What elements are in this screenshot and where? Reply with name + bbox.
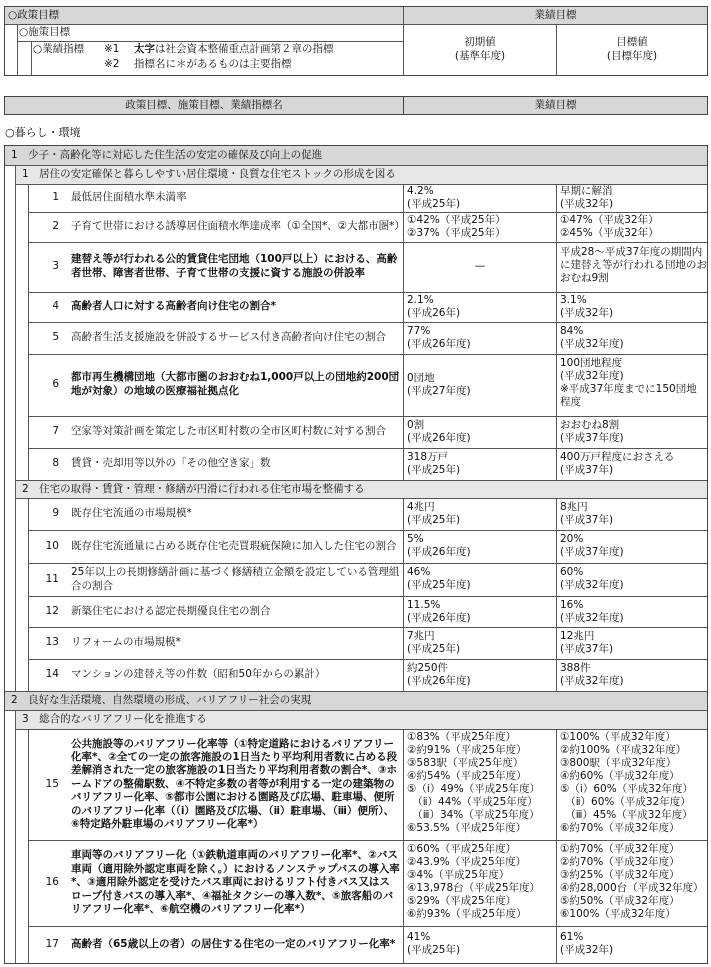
target-value: 16% (平成32年度): [560, 599, 624, 624]
measure-row: 3 総合的なバリアフリー化を推進する: [16, 711, 707, 729]
row-number: 10: [45, 539, 59, 552]
target-value: 60% (平成32年度): [560, 566, 624, 591]
legend-note2-mark: ※2: [104, 58, 120, 70]
indicator-name: 公共施設等のバリアフリー化率等（①特定道路におけるバリアフリー化率*、②全ての一定の旅客施設の1日当たり平均利用者数に占める段差解消された一定の旅客施設の1日当たり平均利用者数の割合*、③ホームドアの整備駅数、④不特定多数の者等が利用する一定の建築物のバリアフリー化率、⑤都市公園における園路及び広場、駐車場、便所のバリアフリー化率（（ⅰ）園路及び広場、（ⅱ）駐車場、（ⅲ）便所）、⑥特定路外駐車場のバリアフリー化率*）: [71, 737, 398, 831]
legend-initial-header: 初期値 (基準年度): [454, 36, 506, 62]
initial-value: 4兆円 (平成25年): [407, 501, 461, 526]
initial-value: ①83%（平成25年度） ②約91%（平成25年度） ③583駅（平成25年度） ④約54%（平成25年度） ⑤（ⅰ）49%（平成25年度） （ⅱ）44%（平成25年度） （ⅲ）34%（平成25年度） ⑥53.5%（平成25年度）: [407, 731, 541, 834]
legend-note1-mark: ※1: [104, 43, 120, 55]
row-number: 3: [52, 260, 59, 273]
initial-value: 0団地 (平成27年度): [407, 372, 471, 397]
target-value: 早期に解消 (平成32年): [560, 185, 614, 210]
legend-perf-header: 業績目標: [534, 8, 577, 21]
measure-row: 2 住宅の取得・賃貸・管理・修繕が円滑に行われる住宅市場を整備する: [16, 481, 707, 498]
indicator-name: 既存住宅流通の市場規模*: [71, 507, 192, 520]
row-number: 11: [45, 572, 59, 585]
row-number: 14: [45, 668, 59, 681]
indent-divider: [15, 710, 16, 964]
legend-note1-bold: 太字: [134, 43, 155, 55]
target-value: ①47%（平成32年） ②45%（平成32年）: [560, 214, 659, 239]
initial-value: 0割 (平成26年度): [407, 419, 471, 444]
legend-policy-label: ○政策目標: [8, 8, 60, 21]
initial-value: 7兆円 (平成25年): [407, 630, 461, 655]
legend-indicator-label: ○業績指標: [33, 43, 85, 55]
indicator-name: 高齢者人口に対する高齢者向け住宅の割合*: [71, 300, 276, 313]
row-number: 5: [52, 331, 59, 344]
indicator-name: マンションの建替え等の件数（昭和50年からの累計）: [71, 668, 326, 681]
legend-note1-rest: は社会資本整備重点計画第２章の指標: [155, 43, 334, 55]
col-divider-target: [556, 184, 557, 481]
initial-value: 約250件 (平成26年度): [407, 662, 471, 687]
row-number: 13: [45, 636, 59, 649]
indicator-name: リフォームの市場規模*: [71, 636, 181, 649]
indicator-name: 25年以上の長期修繕計画に基づく修繕積立金額を設定している管理組合の割合: [71, 565, 400, 592]
indent-divider: [15, 165, 16, 481]
indicator-name: 既存住宅流通量に占める既存住宅売買瑕疵保険に加入した住宅の割合: [71, 539, 397, 552]
indent-divider: [28, 498, 29, 691]
policy-row: 1 少子・高齢化等に対応した住生活の安定の確保及び向上の促進: [5, 146, 707, 165]
indicator-name: 車両等のバリアフリー化（①鉄軌道車両のバリアフリー化率*、②バス車両（適用除外認定車両を除く。）におけるノンステップバスの導入率*、③適用除外認定を受けたバス車両におけるリフト付きバス又はスロープ付きバスの導入率*、④福祉タクシーの導入数*、⑤旅客船のバリアフリー化率*、⑥航空機のバリアフリー化率*）: [71, 849, 400, 916]
policy-row: 2 良好な生活環境、自然環境の形成、バリアフリー社会の実現: [5, 692, 707, 710]
col-divider-initial: [403, 729, 404, 964]
row-number: 4: [52, 300, 59, 313]
legend-divider: [17, 24, 18, 76]
indicator-name: 子育て世帯における誘導居住面積水準達成率（①全国*、②大都市圏*）: [71, 220, 405, 233]
target-value: ①約70%（平成32年度） ②約70%（平成32年度） ③約25%（平成32年度） ④約28,000台（平成32年度） ⑤約50%（平成32年度） ⑥100%（平成32年度）: [560, 843, 704, 920]
indicator-name: 新築住宅における認定長期優良住宅の割合: [71, 604, 271, 617]
legend-divider: [17, 41, 403, 42]
initial-value: ①42%（平成25年） ②37%（平成25年）: [407, 214, 506, 239]
indicator-name: 建替え等が行われる公的賃貸住宅団地（100戸以上）における、高齢者世帯、障害者世帯、子育て世帯の支援に資する施設の併設率: [71, 253, 398, 279]
indent-divider: [15, 481, 16, 691]
row-number: 15: [45, 777, 59, 790]
target-value: ①100%（平成32年度） ②約100%（平成32年度） ③800駅（平成32年度） ④約60%（平成32年度） ⑤（ⅰ）60%（平成32年度） （ⅱ）60%（平成32年度） （ⅲ）45%（平成32年度） ⑥約70%（平成32年度）: [560, 731, 694, 834]
row-number: 1: [52, 191, 59, 204]
row-number: 6: [52, 378, 59, 391]
target-value: 100団地程度 (平成32年度) ※平成37年度までに150団地程度: [560, 357, 697, 408]
col-divider-initial: [403, 184, 404, 481]
legend-measure-label: ○施策目標: [19, 26, 71, 39]
target-value: 12兆円 (平成37年): [560, 630, 614, 655]
indicator-name: 空家等対策計画を策定した市区町村数の全市区町村数に対する割合: [71, 425, 386, 438]
initial-value: 5% (平成26年度): [407, 533, 471, 558]
indicator-name: 都市再生機構団地（大都市圏のおおむね1,000戸以上の団地約200団地が対象）の地域の医療福祉拠点化: [71, 371, 400, 397]
col-divider-target: [556, 729, 557, 964]
target-value: 20% (平成37年度): [560, 533, 624, 558]
indicator-name: 最低居住面積水準未満率: [71, 191, 187, 204]
section-title: ○暮らし・環境: [5, 126, 81, 139]
legend-target-header: 目標値 (目標年度): [606, 36, 658, 62]
legend-note1: [134, 43, 334, 57]
indent-divider: [28, 184, 29, 481]
target-value: 400万戸程度におさえる (平成37年): [560, 451, 675, 476]
target-value: 388件 (平成32年度): [560, 662, 624, 687]
initial-value: 11.5% (平成26年度): [407, 599, 471, 624]
initial-value: 4.2% (平成25年): [407, 185, 461, 210]
indicator-name: 高齢者生活支援施設を併設するサービス付き高齢者向け住宅の割合: [71, 331, 386, 344]
col-divider-target: [556, 498, 557, 691]
row-number: 12: [45, 604, 59, 617]
legend-divider: [31, 41, 32, 76]
initial-value: 77% (平成26年度): [407, 325, 471, 350]
initial-value-dash: —: [474, 260, 486, 273]
row-number: 9: [52, 507, 59, 520]
target-value: 61% (平成32年): [560, 931, 614, 956]
row-number: 16: [45, 876, 59, 889]
row-number: 7: [52, 425, 59, 438]
target-value: 8兆円 (平成37年): [560, 501, 614, 526]
indicator-name: 高齢者（65歳以上の者）の居住する住宅の一定のバリアフリー化率*: [71, 938, 396, 951]
target-value: おおむね8割 (平成37年度): [560, 419, 624, 444]
initial-value: 318万戸 (平成25年): [407, 451, 461, 476]
initial-value: 46% (平成25年度): [407, 566, 471, 591]
indicator-name: 賃貸・売却用等以外の「その他空き家」数: [71, 457, 271, 470]
measure-row: 1 居住の安定確保と暮らしやすい居住環境・良質な住宅ストックの形成を図る: [16, 166, 707, 184]
row-number: 8: [52, 457, 59, 470]
indent-divider: [28, 729, 29, 964]
target-value: 84% (平成32年度): [560, 325, 624, 350]
initial-value: 2.1% (平成26年): [407, 294, 461, 319]
legend-note2: 指標名に＊があるものは主要指標: [134, 58, 292, 70]
target-value: 3.1% (平成32年): [560, 294, 614, 319]
target-value: 平成28〜平成37年度の期間内に建替え等が行われる団地のおおむね9割: [560, 246, 707, 284]
col-divider-initial: [403, 498, 404, 691]
main-header-perf: 業績目標: [403, 96, 708, 115]
row-number: 2: [52, 220, 59, 233]
initial-value: ①60%（平成25年度） ②43.9%（平成25年度） ③4%（平成25年度） ④13,978台（平成25年度） ⑤29%（平成25年度） ⑥約93%（平成25年度）: [407, 843, 541, 920]
row-number: 17: [45, 938, 59, 951]
initial-value: 41% (平成25年): [407, 931, 461, 956]
main-header-name: 政策目標、施策目標、業績指標名: [4, 96, 404, 115]
